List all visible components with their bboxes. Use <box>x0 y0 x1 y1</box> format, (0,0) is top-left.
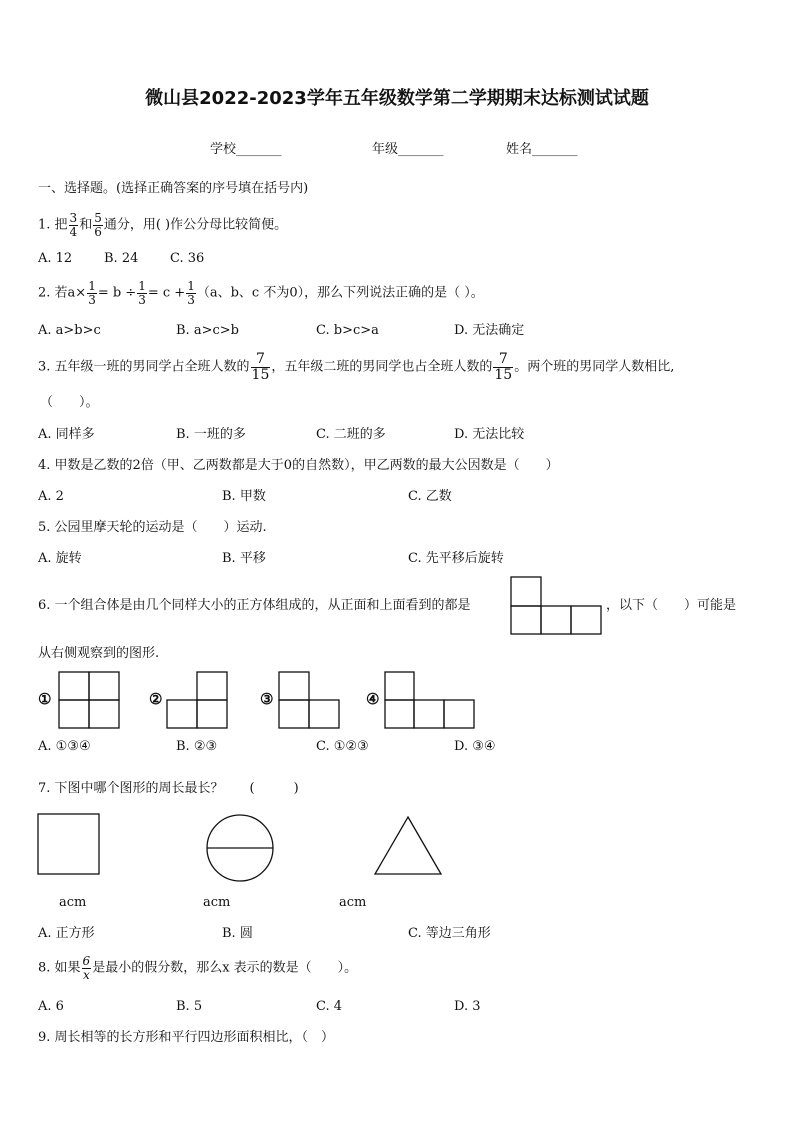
circle-shape <box>204 813 276 885</box>
q8-prefix: 8. 如果 <box>38 960 81 976</box>
fraction-1-3 <box>186 280 196 306</box>
fraction-denominator: 3 <box>88 292 96 307</box>
q3-option-d: D. 无法比较 <box>454 427 525 442</box>
question-5: 5. 公园里摩天轮的运动是（ ）运动. <box>38 520 267 535</box>
q2-option-b: B. a>c>b <box>176 323 239 338</box>
q4-option-b: B. 甲数 <box>222 489 266 504</box>
fraction-1-3 <box>87 280 97 306</box>
q3-prefix: 3. 五年级一班的男同学占全班人数的 <box>38 359 250 375</box>
q3-suffix: 。两个班的男同学人数相比, <box>514 359 675 375</box>
q2-suffix: （a、b、c 不为0），那么下列说法正确的是（ ）。 <box>196 285 484 301</box>
fraction-6-x <box>82 955 92 981</box>
option-label-2: ② <box>149 690 163 708</box>
q1-option-b: B. 24 <box>104 251 139 266</box>
q8-option-b: B. 5 <box>176 999 203 1014</box>
fraction-numerator: 6 <box>82 954 91 968</box>
square-shape <box>37 813 101 875</box>
fraction-denominator: x <box>82 967 90 982</box>
option-figure-4 <box>384 671 478 731</box>
fraction-denominator: 3 <box>138 292 146 307</box>
fraction-1-3 <box>137 280 147 306</box>
q7-option-a: A. 正方形 <box>38 926 95 941</box>
q2-prefix: 2. 若a× <box>38 285 87 301</box>
q7-option-c: C. 等边三角形 <box>408 926 491 941</box>
fraction-3-4 <box>69 212 79 238</box>
question-7: 7. 下图中哪个图形的周长最长？ ( ) <box>38 781 299 796</box>
fraction-numerator: 1 <box>187 279 195 293</box>
name-field: 姓名_______ <box>506 142 578 157</box>
q1-option-c: C. 36 <box>170 251 205 266</box>
q7-option-b: B. 圆 <box>222 926 253 941</box>
q2-mid-2: = c + <box>147 285 186 301</box>
fraction-denominator: 4 <box>69 224 78 239</box>
option-label-1: ① <box>38 690 52 708</box>
page-title: 微山县2022-2023学年五年级数学第二学期期末达标测试试题 <box>145 88 649 109</box>
q3-option-a: A. 同样多 <box>38 427 95 442</box>
question-8 <box>38 955 357 981</box>
q8-option-c: C. 4 <box>316 999 343 1014</box>
fraction-7-15 <box>251 352 271 382</box>
q2-option-c: C. b>c>a <box>316 323 379 338</box>
q2-option-a: A. a>b>c <box>38 323 101 338</box>
fraction-numerator: 7 <box>493 352 513 368</box>
fraction-5-6 <box>93 212 103 238</box>
option-figure-3 <box>278 671 342 731</box>
q6-option-d: D. ③④ <box>454 739 496 754</box>
option-label-3: ③ <box>260 690 274 708</box>
fraction-denominator: 3 <box>187 292 195 307</box>
option-label-4: ④ <box>366 690 380 708</box>
question-4: 4. 甲数是乙数的2倍（甲、乙两数都是大于0的自然数），甲乙两数的最大公因数是（ ） <box>38 458 559 473</box>
q6-option-b: B. ②③ <box>176 739 218 754</box>
q3-option-c: C. 二班的多 <box>316 427 386 442</box>
q6-option-c: C. ①②③ <box>316 739 369 754</box>
q1-option-a: A. 12 <box>38 251 73 266</box>
q8-suffix: 是最小的假分数，那么x 表示的数是（ ）。 <box>92 960 358 976</box>
q4-option-c: C. 乙数 <box>408 489 452 504</box>
q8-option-a: A. 6 <box>38 999 64 1014</box>
grade-field: 年级_______ <box>372 142 444 157</box>
q1-mid: 和 <box>79 217 93 233</box>
fraction-denominator: 15 <box>494 366 513 383</box>
fraction-numerator: 1 <box>88 279 96 293</box>
fraction-numerator: 1 <box>138 279 146 293</box>
q5-option-a: A. 旋转 <box>38 551 82 566</box>
fraction-numerator: 7 <box>251 352 271 368</box>
triangle-label: acm <box>339 895 367 910</box>
circle-label: acm <box>203 895 231 910</box>
triangle-shape <box>373 815 443 877</box>
q3-option-b: B. 一班的多 <box>176 427 246 442</box>
q3-blank-line: （ ）。 <box>40 395 99 410</box>
front-top-view-figure <box>510 576 604 636</box>
option-figure-2 <box>166 671 230 731</box>
fraction-denominator: 15 <box>251 366 270 383</box>
fraction-denominator: 6 <box>94 224 102 239</box>
q3-mid: ，五年级二班的男同学也占全班人数的 <box>271 359 493 375</box>
q4-option-a: A. 2 <box>38 489 64 504</box>
question-1 <box>38 212 287 238</box>
question-2 <box>38 280 484 306</box>
question-6: 6. 一个组合体是由几个同样大小的正方体组成的，从正面和上面看到的都是 <box>38 598 471 613</box>
q2-option-d: D. 无法确定 <box>454 323 525 338</box>
question-3 <box>38 352 674 382</box>
q6-option-a: A. ①③④ <box>38 739 91 754</box>
q8-option-d: D. 3 <box>454 999 481 1014</box>
section-heading: 一、选择题。(选择正确答案的序号填在括号内) <box>38 181 309 196</box>
q2-mid-1: = b ÷ <box>97 285 137 301</box>
fraction-numerator: 5 <box>94 211 102 225</box>
option-figure-1 <box>58 671 122 731</box>
school-field: 学校_______ <box>210 142 282 157</box>
q5-option-b: B. 平移 <box>222 551 266 566</box>
square-label: acm <box>59 895 87 910</box>
question-9: 9. 周长相等的长方形和平行四边形面积相比，（ ） <box>38 1030 335 1045</box>
q6-suffix: ，以下（ ）可能是 <box>606 598 737 613</box>
fraction-numerator: 3 <box>69 211 78 225</box>
q1-suffix: 通分，用( )作公分母比较简便。 <box>103 217 288 233</box>
q1-prefix: 1. 把 <box>38 217 68 233</box>
fraction-7-15 <box>493 352 513 382</box>
q6-line-2: 从右侧观察到的图形. <box>38 646 160 661</box>
q5-option-c: C. 先平移后旋转 <box>408 551 504 566</box>
